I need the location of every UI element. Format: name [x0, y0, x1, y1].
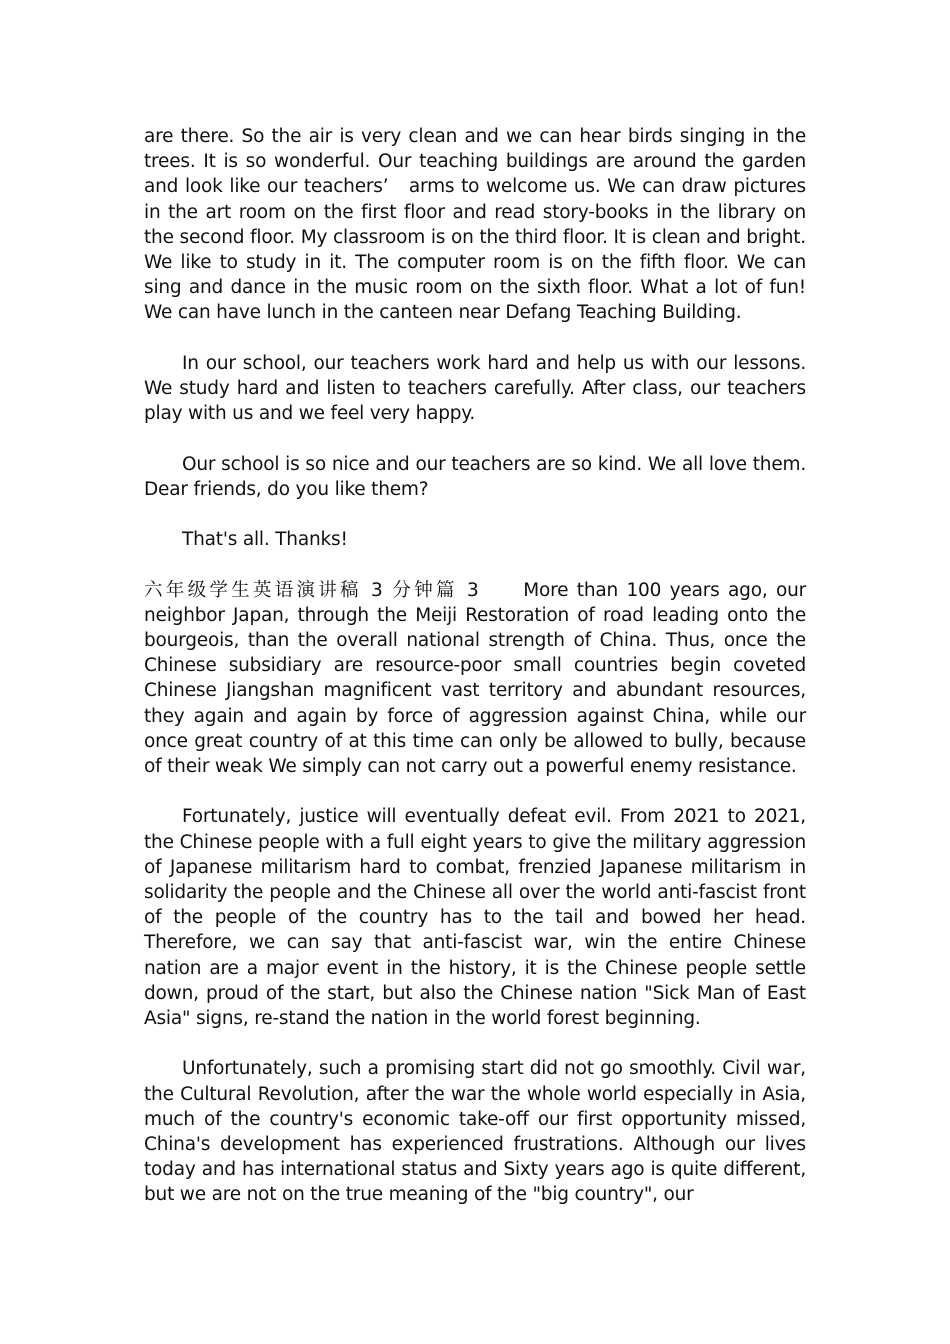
- paragraph-unfortunately: Unfortunately, such a promising start did not go smoothly. Civil war, the Cultural Revolution, after the war the whole world especially in Asia, much of the country's economic take-off our first opportunity missed, China's development has experienced frustrations. Although our lives today and has international status and Sixty years ago is quite different, but we are not on the true meaning of the "big country", our: [144, 1058, 806, 1206]
- paragraph-thanks: That's all. Thanks!: [182, 529, 348, 551]
- paragraph-school-nice: Our school is so nice and our teachers are so kind. We all love them. Dear friends, do you like them?: [144, 453, 806, 500]
- speech-3-text: More than 100 years ago, our neighbor Japan, through the Meiji Restoration of road leading onto the bourgeois, than the overall national strength of China. Thus, once the Chinese subsidiary are resource-poor small countries begin coveted Chinese Jiangshan magnificent vast territory and abundant resources, they again and again by force of aggression against China, while our once great country of at this time can only be allowed to bully, because of their weak We simply can not carry out a powerful enemy resistance.: [144, 579, 807, 778]
- document-page: [144, 124, 806, 1233]
- paragraph-teachers: In our school, our teachers work hard and help us with our lessons. We study hard and listen to teachers carefully. After class, our teachers play with us and we feel very happy.: [144, 352, 806, 425]
- paragraph-speech-3: [144, 578, 806, 780]
- paragraph-fortunately: Fortunately, justice will eventually defeat evil. From 2021 to 2021, the Chinese people with a full eight years to give the military aggression of Japanese militarism hard to combat, frenzied Japanese militarism in solidarity the people and the Chinese all over the world anti-fascist front of the people of the country has to the tail and bowed her head. Therefore, we can say that anti-fascist war, win the entire Chinese nation are a major event in the history, it is the Chinese people settle down, proud of the start, but also the Chinese nation "Sick Man of East Asia" signs, re-stand the nation in the world forest beginning.: [144, 806, 806, 1030]
- paragraph-school-buildings: are there. So the air is very clean and we can hear birds singing in the trees. It is so wonderful. Our teaching buildings are around the garden and look like our teachers’ arms to welcome us. We can draw pictures in the art room on the first floor and read story-books in the library on the second floor. My classroom is on the third floor. It is clean and bright. We like to study in it. The computer room is on the fifth floor. We can sing and dance in the music room on the sixth floor. What a lot of fun! We can have lunch in the canteen near Defang Teaching Building.: [144, 126, 806, 324]
- speech-heading: 六年级学生英语演讲稿 3 分钟篇 3: [144, 579, 480, 601]
